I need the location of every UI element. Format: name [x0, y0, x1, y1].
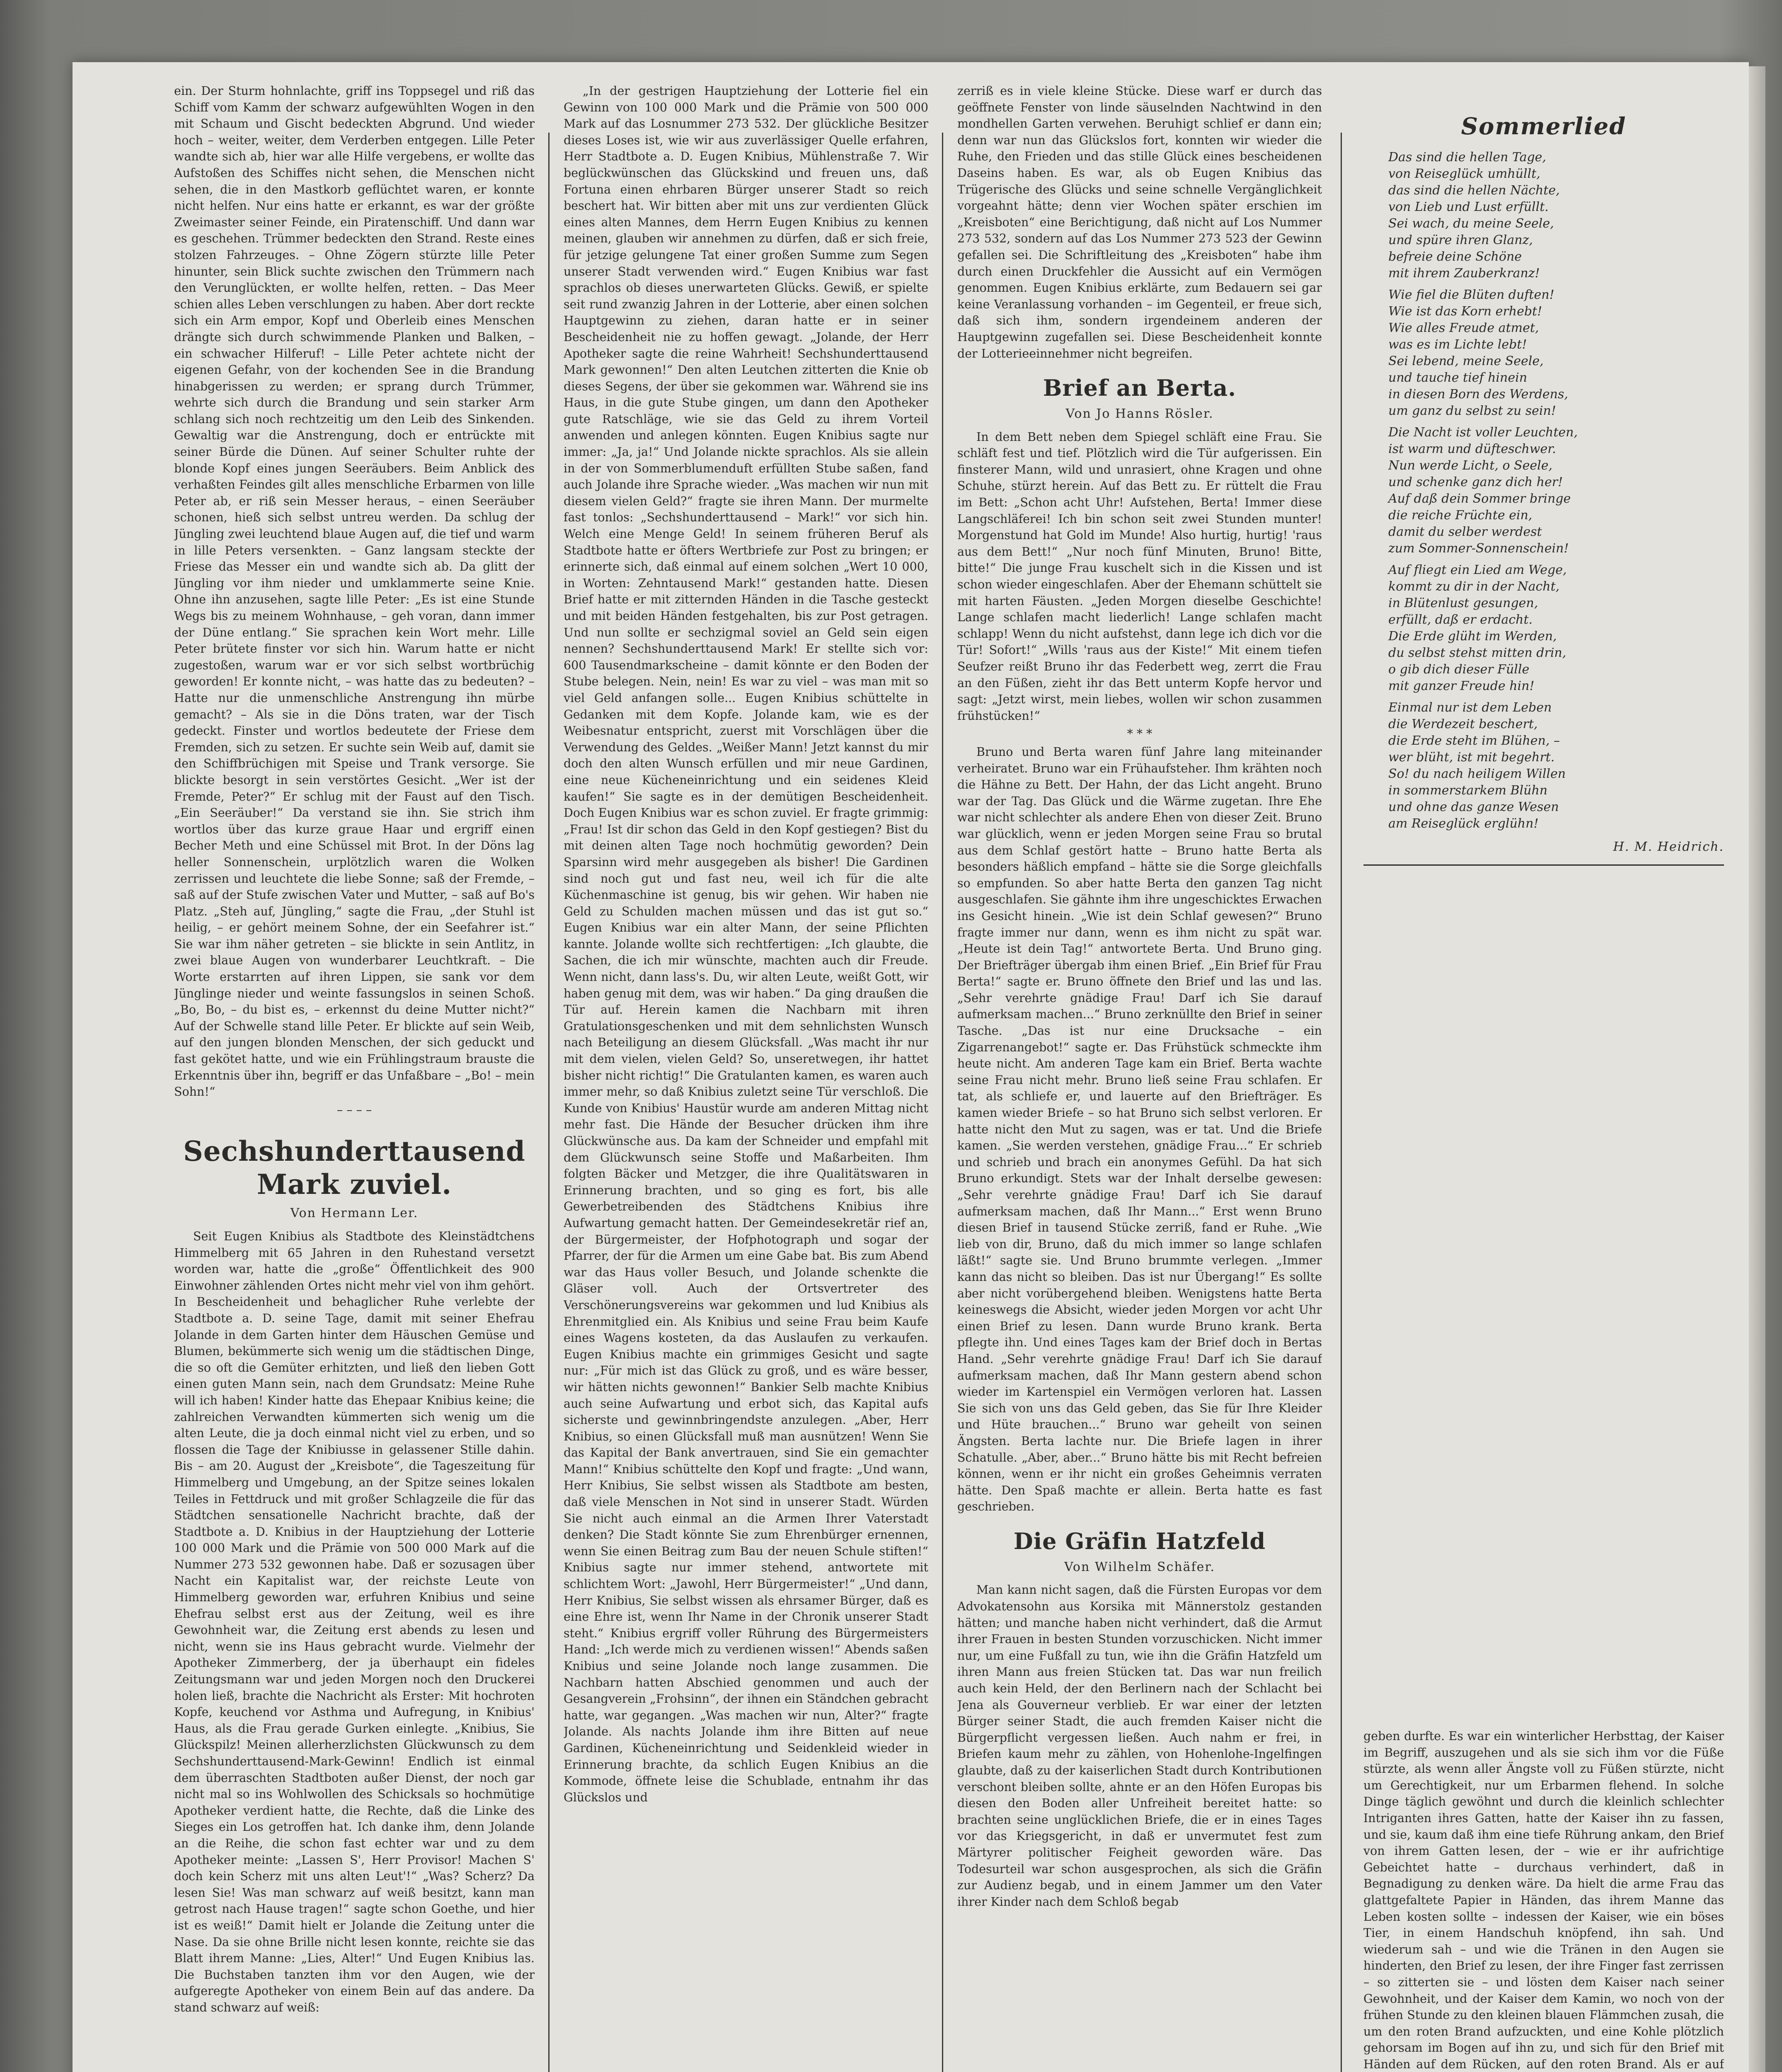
poem-line: und ohne das ganze Wesen	[1388, 800, 1559, 814]
poem-line: Das sind die hellen Tage,	[1388, 150, 1546, 165]
poem-line: und tauche tief hinein	[1388, 370, 1528, 385]
story-body: In dem Bett neben dem Spiegel schläft eine Frau. Sie schläft fest und tief. Plötzlich wird die Tür aufgerissen. Ein finsterer Mann, wild und unrasiert, ohne Kragen und ohne Schuhe, stürzt herein. Auf das Bett zu. Er rüttelt die Frau im Bett: „Schon acht Uhr! Aufstehen, Berta! Immer diese Langschläferei! Ich bin schon seit zwei Stunden munter! Morgenstund hat Gold im Munde! Also hurtig, hurtig! 'raus aus dem Bett!“ „Nur noch fünf Minuten, Bruno! Bitte, bitte!“ Die junge Frau kuschelt sich in die Kissen und ist schon wieder eingeschlafen. Aber der Ehemann schüttelt sie mit harten Fäusten. „Jeden Morgen dieselbe Geschichte! Lange schlafen macht liederlich! Lange schlafen macht schlapp! Wenn du nicht aufstehst, dann lege ich dich vor die Tür! Sofort!“ „Wills 'raus aus der Kiste!“ Mit einem tiefen Seufzer reißt Bruno ihr das Federbett weg, zerrt die Frau an den Füßen, zieht ihr das Bett unterm Kopfe hervor und sagt: „Jetzt wirst, mein liebes, wollen wir schon zusammen frühstücken!“	[957, 430, 1322, 723]
story-byline: Von Jo Hanns Rösler.	[1065, 407, 1214, 421]
poem-line: Wie fiel die Blüten duften!	[1388, 288, 1554, 302]
story-title: Brief an Berta.	[1043, 375, 1237, 402]
poem-line: in Blütenlust gesungen,	[1388, 596, 1538, 610]
poem-line: o gib dich dieser Fülle	[1388, 662, 1530, 677]
poem-line: Wie alles Freude atmet,	[1388, 321, 1539, 335]
column-rule	[1341, 133, 1342, 2072]
poem-line: mit ihrem Zauberkranz!	[1388, 266, 1540, 281]
poem-line: du selbst stehst mitten drin,	[1388, 646, 1567, 660]
column-4	[1363, 1728, 1724, 2072]
poem-line: mit ganzer Freude hin!	[1388, 679, 1535, 693]
poem-line: von Lieb und Lust erfüllt.	[1388, 200, 1549, 214]
poem-line: wer blüht, ist mit begehrt.	[1388, 750, 1555, 765]
story-body: Bruno und Berta waren fünf Jahre lang miteinander verheiratet. Bruno war ein Frühaufsteher. Ihm krähten noch die Hähne zu Bett. Der Hahn, der das Licht angeht. Bruno war der Tag. Das Glück und die Wärme zugetan. Ihre Ehe war nicht schlechter als andere Ehen von dieser Zeit. Bruno war glücklich, wenn er jeden Morgen seine Frau so brutal aus dem Schlaf gestört hatte – Bruno hatte Berta als besonders häßlich empfand – hätte sie die Sorge gleichfalls so empfunden. So aber hatte Berta den ganzen Tag nicht ausgeschlafen. Sie gähnte ihm ihre ungeschicktes Erwachen ins Gesicht hinein. „Wie ist dein Schlaf gewesen?“ Bruno fragte immer nur dann, wenn es ihm nicht zu spät war. „Heute ist dein Tag!“ antwortete Berta. Und Bruno ging. Der Briefträger übergab ihm einen Brief. „Ein Brief für Frau Berta!“ sagte er. Bruno öffnete den Brief und las und las. „Sehr verehrte gnädige Frau! Darf ich Sie darauf aufmerksam machen...“ Bruno zerknüllte den Brief in seiner Tasche. „Das ist nur eine Drucksache – ein Zigarrenangebot!“ sagte er. Das Frühstück schmeckte ihm heute nicht. Am anderen Tage kam ein Brief. Berta wachte seine Frau nicht mehr. Bruno ließ seine Frau schlafen. Er tat, als schliefe er, und lauerte auf den Briefträger. Es kamen wieder Briefe – so hat Bruno sich selbst verloren. Er hatte nicht den Mut zu sagen, was er tat. Und die Briefe kamen. „Sie werden verstehen, gnädige Frau...“ Er schrieb und schrieb und brach ein anonymes Gefühl. Da hat sich Bruno erkundigt. Stets war der Inhalt derselbe gewesen: „Sehr verehrte gnädige Frau! Darf ich Sie darauf aufmerksam machen, daß Ihr Mann...“ Erst wenn Bruno diesen Brief in tausend Stücke zerriß, fand er Ruhe. „Wie lieb von dir, Bruno, daß du mich immer so lange schlafen läßt!“ sagte sie. Und Bruno brummte verlegen. „Immer kann das nicht so bleiben. Das ist nur Übergang!“ Es sollte aber nicht vorübergehend bleiben. Wenigstens hatte Berta keineswegs die Absicht, wieder jeden Morgen vor acht Uhr einen Brief zu lesen. Dann wurde Bruno krank. Berta pflegte ihn. Und eines Tages kam der Brief doch in Bertas Hand. „Sehr verehrte gnädige Frau! Darf ich Sie darauf aufmerksam machen, daß Ihr Mann gestern abend schon wieder im Kartenspiel ein Vermögen verloren hat. Lassen Sie sich von uns das Geld geben, das Sie für Ihre Kleider und Hüte brauchen...“ Bruno war geheilt von seinen Ängsten. Berta lachte nur. Die Briefe lagen in ihrer Schatulle. „Aber, aber...“ Bruno hätte bis mit Recht befreien können, wenn er ihr nicht ein großes Geheimnis verraten hätte. Den Spaß machte er allein. Berta hatte es fast geschrieben.	[957, 745, 1322, 1514]
poem-line: Sei wach, du meine Seele,	[1388, 216, 1554, 231]
poem-line: die reiche Früchte ein,	[1388, 508, 1533, 523]
poem-line: und spüre ihren Glanz,	[1388, 233, 1533, 247]
poem-line: von Reiseglück umhüllt,	[1388, 167, 1540, 181]
column-1	[174, 83, 535, 2072]
poem-title: Sommerlied	[1461, 113, 1627, 140]
poem-line: die Erde steht im Blühen, –	[1388, 733, 1560, 748]
story-continuation: zerriß es in viele kleine Stücke. Diese warf er durch das geöffnete Fenster von linde säuselnden Nachtwind in den mondhellen Garten verwehen. Beruhigt schlief er dann ein; denn war nun das Glückslos fort, konnten wir wieder die Ruhe, den Frieden und das stille Glück eines bescheidenen Daseins haben. Es war, als ob Eugen Knibius das Trügerische des Glücks und seine schnelle Vergänglichkeit vorgeahnt hätte; denn vier Wochen später erschien im „Kreisboten“ eine Berichtigung, daß nicht auf Los Nummer 273 532, sondern auf das Los Nummer 273 523 der Gewinn gefallen sei. Die Schriftleitung des „Kreisboten“ habe ihm durch einen Druckfehler die Aussicht auf ein Vermögen genommen. Eugen Knibius erklärte, zum Bedauern sei gar keine Veranlassung vorhanden – im Gegenteil, er freue sich, daß sich ihm, sondern irgendeinem anderen der Hauptgewinn zugefallen sei. Diese Bescheidenheit konnte der Lotterieeinnehmer nicht begreifen.	[957, 84, 1322, 361]
section-divider: – – – –	[337, 1103, 372, 1117]
story-body: Seit Eugen Knibius als Stadtbote des Kleinstädtchens Himmelberg mit 65 Jahren in den Ruhestand versetzt worden war, hatte die „große“ Öffentlichkeit des 900 Einwohner zählenden Ortes nicht mehr viel von ihm gehört. In Bescheidenheit und behaglicher Ruhe verlebte der Stadtbote a. D. seine Tage, damit mit seiner Ehefrau Jolande in dem Garten hinter dem Häuschen Gemüse und Blumen, bekümmerte sich wenig um die städtischen Dinge, die so oft die Gemüter erhitzten, und ließ den lieben Gott einen guten Mann sein, nach dem Grundsatz: Meine Ruhe will ich haben! Kinder hatte das Ehepaar Knibius keine; die zahlreichen Verwandten kümmerten sich wenig um die alten Leute, die ja doch einmal nicht viel zu erben, und so flossen die Tage der Knibiusse in gelassener Stille dahin. Bis – am 20. August der „Kreisbote“, die Tageszeitung für Himmelberg und Umgebung, an der Spitze seines lokalen Teiles in Fettdruck und mit großer Schlagzeile die für das Städtchen sensationelle Nachricht brachte, daß der Stadtbote a. D. Knibius in der Hauptziehung der Lotterie 100 000 Mark und die Prämie von 500 000 Mark auf die Nummer 273 532 gewonnen habe. Daß er sozusagen über Nacht ein Kapitalist war, der reichste Leute von Himmelberg geworden war, erfuhren Knibius und seine Ehefrau selbst erst aus der Zeitung, weil es ihre Gewohnheit war, die Zeitung erst abends zu lesen und nicht, wenn sie ins Haus gebracht wurde. Vielmehr der Apotheker Zimmerberg, der ja überhaupt ein fideles Zeitungsmann war und jeden Morgen noch den Druckerei holen ließ, brachte die Nachricht als Erster: Mit hochroten Kopfe, keuchend vor Asthma und Aufregung, in Knibius' Haus, als die Frau gerade Gurken einlegte. „Knibius, Sie Glückspilz! Meinen allerherzlichsten Glückwunsch zu dem Sechshunderttausend-Mark-Gewinn! Endlich ist einmal dem überraschten Stadtboten außer Dienst, der noch gar nicht mal so ins Wohlwollen des Schicksals so hochmütige Apotheker verdient hatte, die Rechte, daß die Linke des Sieges ein Los getroffen hat. Ich danke ihm, denn Jolande an die Reihe, die schon fast echter war und zu dem Apotheker meinte: „Lassen S', Herr Provisor! Machen S' doch kein Scherz mit uns alten Leut'!“ „Was? Scherz? Da lesen Sie! Was man schwarz auf weiß besitzt, kann man getrost nach Hause tragen!“ sagte schon Goethe, und hier ist es weiß!“ Damit hielt er Jolande die Zeitung unter die Nase. Da sie ohne Brille nicht lesen konnte, reichte sie das Blatt ihrem Manne: „Lies, Alter!“ Und Eugen Knibius las. Die Buchstaben tanzten ihm vor den Augen, wie der aufgeregte Apotheker von einem Bein auf das andere. Da stand schwarz auf weiß:	[174, 1230, 535, 2014]
poem-line: Sei lebend, meine Seele,	[1388, 354, 1544, 368]
poem-line: in diesen Born des Werdens,	[1388, 387, 1568, 402]
story-title: Die Gräfin Hatzfeld	[1013, 1527, 1266, 1554]
column-2	[564, 83, 928, 2072]
poem-lines	[1363, 149, 1724, 832]
poem-line: in sommerstarkem Blühn	[1388, 783, 1548, 798]
poem-line: befreie deine Schöne	[1388, 249, 1522, 264]
story-byline: Von Wilhelm Schäfer.	[1064, 1559, 1215, 1574]
poem-line: ist warm und düfteschwer.	[1388, 442, 1556, 456]
poem-line: Auf daß dein Sommer bringe	[1388, 491, 1571, 506]
story-body: Man kann nicht sagen, daß die Fürsten Europas vor dem Advokatensohn aus Korsika mit Männerstolz gestanden hätten; und manche haben nicht verhindert, daß die Armut ihrer Frauen in besten Stunden vorzuschicken. Nicht immer nur, um eine Fußfall zu tun, wie ihn die Gräfin Hatzfeld um ihren Mann aus freien Stücken tat. Das war nun freilich auch kein Held, der den Berlinern nach der Schlacht bei Jena als Gouverneur verblieb. Er war einer der letzten Bürger seiner Stadt, die auch fremden Kaiser nicht die Bürgerpflicht vergessen ließen. Auch nahm er frei, in Briefen kaum mehr zu zählen, von Hohenlohe-Ingelfingen glaubte, daß zu der kaiserlichen Stadt durch Kontributionen verschont bleiben sollte, ahnte er an den Höfen Europas bis diesen den Boden aller Unfreiheit bereitet hatte: so brachten seine unglücklichen Briefe, die er in eines Tages vor das Kriegsgericht, in daß er unvermutet fest zum Märtyrer politischer Feigheit geworden wäre. Das Todesurteil war schon ausgesprochen, als sich die Gräfin zur Audienz begab, und in einem Jammer um den Vater ihrer Kinder nach dem Schloß begab	[957, 1583, 1322, 1909]
story-continuation: geben durfte. Es war ein winterlicher Herbsttag, der Kaiser im Begriff, auszugehen und als sie sich ihm vor die Füße stürzte, als wenn aller Ängste voll zu Füßen stürzte, nicht um Gerechtigkeit, nur um Erbarmen flehend. In solche Dinge täglich gewöhnt und durch die kleinlich schlechter Intriganten ihres Gatten, hatte der Kaiser ihn zu fassen, und sie, kaum daß ihm eine tiefe Rührung ankam, den Brief von ihrem Gatten lesen, der – wie er ihr aufrichtige Gebeichtet hatte – durchaus verhindert, daß in Begnadigung zu denken wäre. Da hielt die arme Frau das glattgefaltete Papier in Händen, das ihrem Manne das Leben kosten sollte – indessen der Kaiser, wie ein böses Tier, in einem Handschuh knöpfend, ihn sah. Und wiederum sah – und wie die Tränen in den Augen sie hinderten, den Brief zu lesen, der ihre Finger fast zerrissen – so zitterten sie – und lösten dem Kaiser nach seiner Gewohnheit, und der Kaiser dem Kamin, wo noch von der frühen Stunde zu den kleinen blauen Flämmchen zusah, die um den roten Brand aufzuckten, und eine Kohle plötzlich gehorsam im Bogen auf ihn zu, und sich für den Brief mit Händen auf dem Rücken, auf den roten Brand. Als er auf	[1363, 1729, 1724, 2071]
poem-line: und schenke ganz dich her!	[1388, 475, 1563, 489]
poem-line: Die Erde glüht im Werden,	[1388, 629, 1557, 644]
poem-signature: H. M. Heidrich.	[1613, 840, 1724, 854]
poem-line: zum Sommer-Sonnenschein!	[1388, 541, 1569, 556]
page-edge	[1749, 66, 1765, 2072]
poem-line: Die Nacht ist voller Leuchten,	[1388, 425, 1578, 440]
story-body: „In der gestrigen Hauptziehung der Lotterie fiel ein Gewinn von 100 000 Mark und die Prämie von 500 000 Mark auf das Losnummer 273 532. Der glückliche Besitzer dieses Loses ist, wie wir aus zuverlässiger Quelle erfahren, Herr Stadtbote a. D. Eugen Knibius, Mühlenstraße 7. Wir beglückwünschen das Glückskind und freuen uns, daß Fortuna einen ehrbaren Bürger unserer Stadt so reich beschert hat. Wir bitten aber mit uns zur verdienten Glück eines alten Mannes, dem Herrn Eugen Knibius zu kennen meinen, glauben wir annehmen zu dürfen, daß er sich freie, für jetzige gelungene Tat einer großen Summe zum Segen unserer Stadt verwenden wird.“ Eugen Knibius war fast sprachlos ob dieses unerwarteten Glücks. Gewiß, er spielte seit rund zwanzig Jahren in der Lotterie, aber einen solchen Hauptgewinn zu ziehen, daran hatte er in seiner Bescheidenheit nie zu hoffen gewagt. „Jolande, der Herr Apotheker sagte die reine Wahrheit! Sechshunderttausend Mark gewonnen!“ Den alten Leutchen zitterten die Knie ob dieses Segens, der über sie gekommen war. Während sie ins Haus, in die gute Stube gingen, um dann den Apotheker gute Ratschläge, wie sie das Geld zu ihrem Vorteil anwenden und anlegen könnten. Eugen Knibius sagte nur immer: „Ja, ja!“ Und Jolande nickte sprachlos. Als sie allein in der von Sommerblumenduft erfüllten Stube saßen, fand auch Jolande ihre Sprache wieder. „Was machen wir nun mit diesem vielen Geld?“ fragte sie ihren Mann. Der murmelte fast tonlos: „Sechshunderttausend – Mark!“ vor sich hin. Welch eine Menge Geld! In seinem früheren Beruf als Stadtbote hatte er öfters Wertbriefe zur Post zu bringen; er erinnerte sich, daß einmal auf einem solchen „Wert 10 000, in Worten: Zehntausend Mark!“ gestanden hatte. Diesen Brief hatte er mit zitternden Händen in die Tasche gesteckt und mit beiden Händen festgehalten, bis zur Post getragen. Und nun sollte er sechzigmal soviel an Geld sein eigen nennen? Sechshunderttausend Mark! Er stellte sich vor: 600 Tausendmarkscheine – damit könnte er den Boden der Stube belegen. Nein, nein! Es war zu viel – was man mit so viel Geld anfangen solle... Eugen Knibius schüttelte in Gedanken mit dem Kopfe. Jolande kam, wie es der Weibesnatur entspricht, zuerst mit Vorschlägen über die Verwendung des Geldes. „Weißer Mann! Jetzt kannst du mir doch den alten Wunsch erfüllen und mir neue Gardinen, eine neue Kücheneinrichtung und ein seidenes Kleid kaufen!“ Sie sagte es in der demütigen Bescheidenheit. Doch Eugen Knibius war es schon zuviel. Er fragte grimmig: „Frau! Ist dir schon das Geld in den Kopf gestiegen? Bist du mit deinen alten Tage noch hochmütig geworden? Dein Sparsinn wird mehr ausgegeben als bisher! Die Gardinen sind noch gut und fast neu, weil ich für die alte Küchenmaschine ist genug, bis wir gehen. Wir haben nie Geld zu Schulden machen müssen und das ist gut so.“ Eugen Knibius war ein alter Mann, der seine Pflichten kannte. Jolande wollte sich rechtfertigen: „Ich glaubte, die Sachen, die ich mir wünschte, machten auch dir Freude. Wenn nicht, dann lass's. Du, wir alten Leute, weißt Gott, wir haben genug mit dem, was wir haben.“ Da ging draußen die Tür auf. Herein kamen die Nachbarn mit ihren Gratulationsgeschenken und mit dem sehnlichsten Wunsch nach Beteiligung an diesem Glücksfall. „Was macht ihr nur mit dem vielen, vielen Geld? So, unseretwegen, ihr hattet bisher nicht richtig!“ Die Gratulanten kamen, es waren auch immer mehr, so daß Knibius zuletzt seine Tür verschloß. Die Kunde von Knibius' Haustür wurde am anderen Mittag nicht mehr fast. Die Hände der Besucher drücken ihm ihre Glückwünsche aus. Da kam der Schneider und empfahl mit dem Glückwunsch seine Stoffe und Maßarbeiten. Ihm folgten Bäcker und Metzger, die ihre Qualitätswaren in Erinnerung brachten, und so ging es fort, bis alle Gewerbetreibenden des Städtchens Knibius ihre Aufwartung gemacht hatten. Der Gemeindesekretär rief an, der Bürgermeister, der Hofphotograph und sogar der Pfarrer, der für die Armen um eine Gabe bat. Bis zum Abend war das Haus voller Besuch, und Jolande schenkte die Gläser voll. Auch der Ortsvertreter des Verschönerungsvereins war gekommen und lud Knibius als Ehrenmitglied ein. Als Knibius und seine Frau beim Kaufe eines Wagens kosteten, da das Auslaufen zu verkaufen. Eugen Knibius machte ein grimmiges Gesicht und sagte nur: „Für mich ist das Glück zu groß, und es wäre besser, wir hätten nichts gewonnen!“ Bankier Selb machte Knibius auch seine Aufwartung und erbot sich, das Kapital aufs sicherste und gewinnbringendste anzulegen. „Aber, Herr Knibius, so einen Glücksfall muß man ausnützen! Wenn Sie das Kapital der Bank anvertrauen, sind Sie ein gemachter Mann!“ Knibius schüttelte den Kopf und fragte: „Und wann, Herr Knibius, Sie selbst wissen als Stadtbote am besten, daß viele Menschen in Not sind in unserer Stadt. Würden Sie nicht auch einmal an die Armen Ihrer Vaterstadt denken? Die Stadt könnte Sie zum Ehrenbürger ernennen, wenn Sie einen Beitrag zum Bau der neuen Schule stiften!“ Knibius sagte nur immer stehend, antwortete mit schlichtem Wort: „Jawohl, Herr Bürgermeister!“ „Und dann, Herr Knibius, Sie selbst wissen als ehrsamer Bürger, daß es eine Ehre ist, wenn Ihr Name in der Chronik unserer Stadt steht.“ Knibius ergriff voller Rührung des Bürgermeisters Hand: „Ich werde mich zu verdienen wissen!“ Abends saßen Knibius und seine Jolande noch lange zusammen. Die Nachbarn hatten Abschied genommen und auch der Gesangverein „Frohsinn“, der ihnen ein Ständchen gebracht hatte, war gegangen. „Was machen wir nun, Alter?“ fragte Jolande. Als nachts Jolande ihm ihre Bitten auf neue Gardinen, Kücheneinrichtung und Seidenkleid wieder in Erinnerung brachte, da schlich Eugen Knibius an die Kommode, öffnete leise die Schublade, entnahm ihr das Glückslos und	[564, 84, 928, 1804]
poem-line: die Werdezeit beschert,	[1388, 717, 1538, 731]
poem-line: erfüllt, daß er erdacht.	[1388, 612, 1533, 627]
poem-line: damit du selber werdest	[1388, 525, 1542, 539]
column-rule	[548, 133, 550, 2072]
column-3	[957, 83, 1322, 2072]
poem-line: kommt zu dir in der Nacht,	[1388, 579, 1560, 594]
poem-line: um ganz du selbst zu sein!	[1388, 404, 1556, 418]
story-continuation: ein. Der Sturm hohnlachte, griff ins Toppsegel und riß das Schiff vom Kamm der schwarz aufgewühlten Wogen in den mit Schaum und Gischt bedeckten Abgrund. Und wieder hoch – weiter, weiter, dem Verderben entgegen. Lille Peter wandte sich ab, hier war alle Hilfe vergebens, er wollte das Aufstoßen des Schiffes nicht sehen, die Menschen nicht sehen, die in den Mastkorb geflüchtet waren, er konnte nicht helfen. Nur eins hatte er erkannt, es war der größte Zweimaster seiner Feinde, ein Piratenschiff. Und dann war es geschehen. Trümmer bedeckten den Strand. Reste eines stolzen Fahrzeuges. – Ohne Zögern stürzte lille Peter hinunter, sein Blick suchte zwischen den Trümmern nach den Verunglückten, er wollte helfen, retten. – Das Meer schien alles Leben verschlungen zu haben. Aber dort reckte sich ein Arm empor, Kopf und Oberleib eines Menschen drängte sich durch schwimmende Planken und Balken, – ein schwacher Hilferuf! – Lille Peter achtete nicht der eigenen Gefahr, von der kochenden See in die Brandung hinabgerissen zu werden; er sprang durch Trümmer, wehrte sich durch die Brandung und sein starker Arm schlang sich noch rechtzeitig um den Leib des Sinkenden. Gewaltig war die Anstrengung, doch er entrückte mit seiner Bürde die Dünen. Auf seiner Schulter ruhte der blonde Kopf eines jungen Seeräubers. Beim Anblick des verhaßten Feindes gilt alles menschliche Erbarmen von lille Peter ab, er riß sein Messer heraus, – einen Seeräuber schonen, hieß sich selbst untreu werden. Da schlug der Jüngling zwei leuchtend blaue Augen auf, die tief und warm in lille Peters versenkten. – Ganz langsam steckte der Friese das Messer ein und wandte sich ab. Da glitt der Jüngling vor ihm nieder und umklammerte seine Knie. Ohne ihn anzusehen, sagte lille Peter: „Es ist eine Stunde Wegs bis zu meinem Wohnhause, – geh voran, dann immer der Düne entlang.“ Sie sprachen kein Wort mehr. Lille Peter brütete finster vor sich hin. Warum hatte er nicht zugestoßen, warum war er vor sich selbst wortbrüchig geworden! Er konnte nicht, – was hatte das zu bedeuten? – Hatte nur die unmenschliche Anstrengung ihn mürbe gemacht? – Als sie in die Döns traten, war der Tisch gedeckt. Finster und wortlos bedeutete der Friese dem Fremden, sich zu setzen. Er suchte sein Weib auf, damit sie den Schiffbrüchigen mit Speise und Trank versorge. Sie blickte besorgt in sein verstörtes Gesicht. „Wer ist der Fremde, Peter?“ Er schlug mit der Faust auf den Tisch. „Ein Seeräuber!“ Da verstand sie ihn. Sie strich ihm wortlos über das kurze graue Haar und ergriff einen Becher Meth und eine Schüssel mit Brot. In der Döns lag heller Sonnenschein, urplötzlich waren die Wolken zerrissen und leuchtete die liebe Sonne; saß der Fremde, – saß auf der Stufe zwischen Vater und Mutter, – saß auf Bo's Platz. „Steh auf, Jüngling,“ sagte die Frau, „der Stuhl ist heilig, – er gehört meinem Sohne, der ein Seefahrer ist.“ Sie war ihm näher getreten – sie blickte in sein Antlitz, in zwei blaue Augen von wunderbarer Leuchtkraft. – Die Worte erstarrten auf ihren Lippen, sie sank vor dem Jünglinge nieder und weinte fassungslos in seinen Schoß. „Bo, Bo, – du bist es, – erkennst du deine Mutter nicht?“ Auf der Schwelle stand lille Peter. Er blickte auf sein Weib, auf den jungen blonden Menschen, der sich geduckt und fast gekötet hatte, und wie ein Frühlingstraum brauste die Erkenntnis über ihn, begriff er das Unfaßbare – „Bo! – mein Sohn!“	[174, 84, 535, 1099]
section-divider: * * *	[1127, 727, 1152, 741]
story-title: Sechshunderttausend Mark zuviel.	[183, 1135, 525, 1201]
poem-line: was es im Lichte lebt!	[1388, 337, 1527, 352]
poem-line: So! du nach heiligem Willen	[1388, 767, 1566, 781]
poem-line: das sind die hellen Nächte,	[1388, 183, 1560, 198]
section-separator	[1363, 864, 1724, 866]
poem-line: Wie ist das Korn erhebt!	[1388, 304, 1542, 319]
poem-line: am Reiseglück erglühn!	[1388, 816, 1539, 831]
poem-line: Auf fliegt ein Lied am Wege,	[1388, 563, 1567, 577]
story-byline: Von Hermann Ler.	[290, 1206, 419, 1221]
poem-block	[1363, 112, 1724, 1716]
poem-line: Nun werde Licht, o Seele,	[1388, 458, 1553, 473]
column-rule	[942, 133, 943, 2072]
poem-line: Einmal nur ist dem Leben	[1388, 700, 1552, 715]
